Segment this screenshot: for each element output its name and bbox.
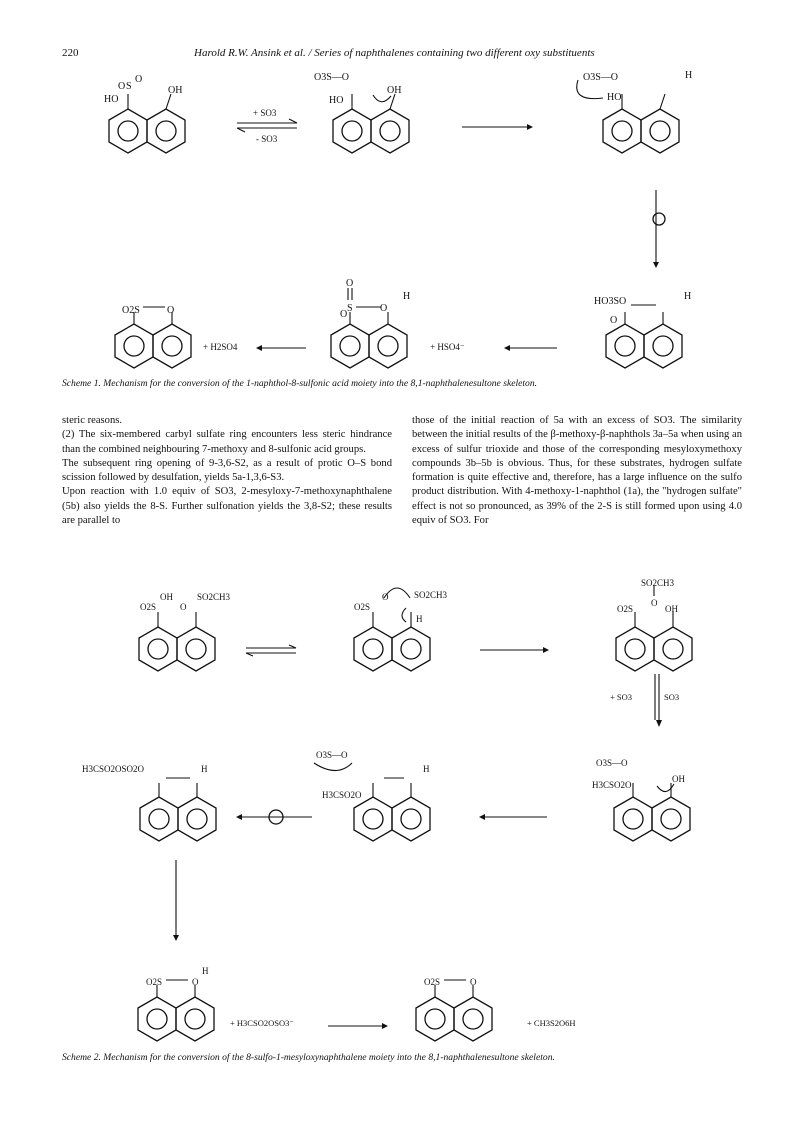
down-arrow-1	[653, 190, 665, 268]
s2-back-arrow-2	[479, 814, 547, 820]
s2-m5-h3cso2o: H3CSO2O	[322, 790, 362, 800]
left-para-3: The subsequent ring opening of 9-3,6-S2, as a result of protic O–S bond scission followed by desulfation, yields 5a-1,3,6-S3.	[62, 457, 392, 484]
s2-m1-oh: OH	[160, 592, 173, 602]
s1-m1-ho-label: HO	[104, 94, 119, 105]
s1-m3-ho-label: HO	[607, 92, 622, 103]
s2-m5-o3so: O3S—O	[316, 750, 348, 760]
naphthalene-6	[606, 305, 682, 368]
s2-m1-o: O	[180, 602, 187, 612]
s2-m6-oh: OH	[672, 774, 685, 784]
s1-m5-h-label: H	[403, 291, 411, 302]
s1-m4-o-label: O	[167, 305, 175, 316]
scheme-1-caption: Scheme 1. Mechanism for the conversion of the 1-naphthol-8-sulfonic acid moiety into the 8,1-naphthalenesultone skeleton.	[62, 378, 538, 389]
s2-m6-h3cso2o: H3CSO2O	[592, 780, 632, 790]
s2-plus-so3: + SO3	[610, 692, 633, 702]
s1-m1-o2s-label: O	[118, 81, 126, 92]
right-para-1: those of the initial reaction of 5a with an excess of SO3. The similarity between the initial results of the β-methoxy-β-naphthols 3a–5a when using an excess of sulfur trioxide and those of the corresponding mesyloxymethoxy compounds 3b–5b is obvious. Thus, for these substrates, hydrogen sulfate formation is quite effective and, therefore, has a large influence on the sulfo product distribution. With 4-methoxy-1-naphthol (1a), the "hydrogen sulfate" effect is not so pronounced, as 39% of the 2-S is still formed upon using 4.0 equiv of SO3. For	[412, 415, 742, 527]
naphthalene-1	[109, 94, 185, 153]
s1-byproduct-hso4: + HSO4⁻	[430, 342, 465, 352]
s2-m4-h: H	[201, 764, 208, 774]
s1-plus-so3: + SO3	[253, 108, 277, 118]
naphthalene-3	[577, 80, 679, 153]
s2-m7-h: H	[202, 966, 209, 976]
s2-forward-arrow	[480, 647, 549, 653]
s1-m1-s-label: S	[126, 81, 132, 92]
s1-m1-o-label: O	[135, 74, 143, 85]
page-number: 220	[62, 47, 79, 59]
s2-m2-o: O	[382, 592, 389, 602]
s2-m3-so2ch3: SO2CH3	[641, 578, 675, 588]
s2-naphthalene-8	[416, 980, 492, 1041]
naphthalene-5	[331, 288, 407, 368]
s2-m6-o3so: O3S—O	[596, 758, 628, 768]
left-para-4: Upon reaction with 1.0 equiv of SO3, 2-mesyloxy-7-methoxynaphthalene (5b) also yields the 8-S. Further sulfonation yields the 3,8-S2; these results are parallel to	[62, 486, 392, 527]
s2-vertical-equilibrium	[655, 674, 662, 727]
s2-down-arrow	[173, 860, 179, 941]
s2-naphthalene-7	[138, 980, 214, 1041]
s1-m4-o2s-label: O2S	[122, 305, 140, 316]
s2-forward-arrow-2	[328, 1023, 388, 1029]
s1-m1-oh-label: OH	[168, 85, 183, 96]
s2-m3-o2s: O2S	[617, 604, 634, 614]
s2-naphthalene-2	[354, 588, 430, 671]
s2-m7-o2s: O2S	[146, 977, 163, 987]
s1-m2-ho-label: HO	[329, 95, 344, 106]
s1-m2-o3so-label: O3S—O	[314, 72, 350, 83]
naphthalene-4	[115, 307, 191, 368]
back-arrow-2	[504, 345, 557, 351]
s2-naphthalene-5	[314, 763, 430, 841]
equilibrium-arrow-1	[237, 119, 297, 132]
forward-arrow-1	[462, 124, 533, 130]
s2-m8-o: O	[470, 977, 477, 987]
scheme-2-caption: Scheme 2. Mechanism for the conversion of the 8-sulfo-1-mesyloxynaphthalene moiety into the 8,1-naphthalenesultone skeleton.	[62, 1052, 555, 1063]
s1-m2-oh-label: OH	[387, 85, 402, 96]
s1-m5-o-ring: O	[380, 303, 388, 314]
s1-m5-o-top: O	[346, 278, 354, 289]
s1-m6-o-label: O	[610, 315, 618, 326]
scheme-2	[0, 560, 796, 1080]
s1-m5-o-side: O	[340, 309, 348, 320]
s2-m1-o2s: O2S	[140, 602, 157, 612]
s2-m8-o2s: O2S	[424, 977, 441, 987]
s1-minus-so3: - SO3	[256, 134, 278, 144]
s2-m2-so2ch3: SO2CH3	[414, 590, 448, 600]
s2-m5-h: H	[423, 764, 430, 774]
s2-m3-o-top: O	[651, 598, 658, 608]
running-title: Harold R.W. Ansink et al. / Series of naphthalenes containing two different oxy substituents	[194, 47, 595, 59]
s1-byproduct-h2so4: + H2SO4	[203, 342, 238, 352]
scheme-1	[0, 0, 796, 400]
s1-m6-ho3so-label: HO3SO	[594, 296, 627, 307]
body-column-left	[62, 414, 392, 528]
s1-m3-o3so-label: O3S—O	[583, 72, 619, 83]
s2-m4-h3cso2oso2o: H3CSO2OSO2O	[82, 764, 145, 774]
s2-back-arrow-1	[236, 810, 312, 824]
s2-equilibrium-arrow	[246, 645, 296, 656]
s2-m7-o: O	[192, 977, 199, 987]
body-column-right	[412, 414, 742, 528]
left-para-2: (2) The six-membered carbyl sulfate ring encounters less steric hindrance than the combined neighbouring 7-methoxy and 8-sulfonic acid groups.	[62, 429, 392, 455]
s1-m3-h-label: H	[685, 70, 693, 81]
s1-m5-s-label: S	[347, 303, 353, 314]
left-para-1: steric reasons.	[62, 415, 123, 426]
s2-m3-oh: OH	[665, 604, 678, 614]
s2-minus-so3: SO3	[664, 692, 680, 702]
s2-m2-h: H	[416, 614, 423, 624]
back-arrow-1	[256, 345, 306, 351]
s2-byproduct-mesyl: + H3CSO2OSO3⁻	[230, 1018, 294, 1028]
s2-m1-so2ch3: SO2CH3	[197, 592, 231, 602]
naphthalene-2	[333, 94, 409, 153]
s2-naphthalene-6	[614, 783, 690, 841]
s1-m6-h-label: H	[684, 291, 692, 302]
s2-naphthalene-4	[140, 778, 216, 841]
s2-naphthalene-1	[139, 612, 215, 671]
s2-byproduct-acid: + CH3S2O6H	[527, 1018, 576, 1028]
s2-m2-o2s: O2S	[354, 602, 371, 612]
